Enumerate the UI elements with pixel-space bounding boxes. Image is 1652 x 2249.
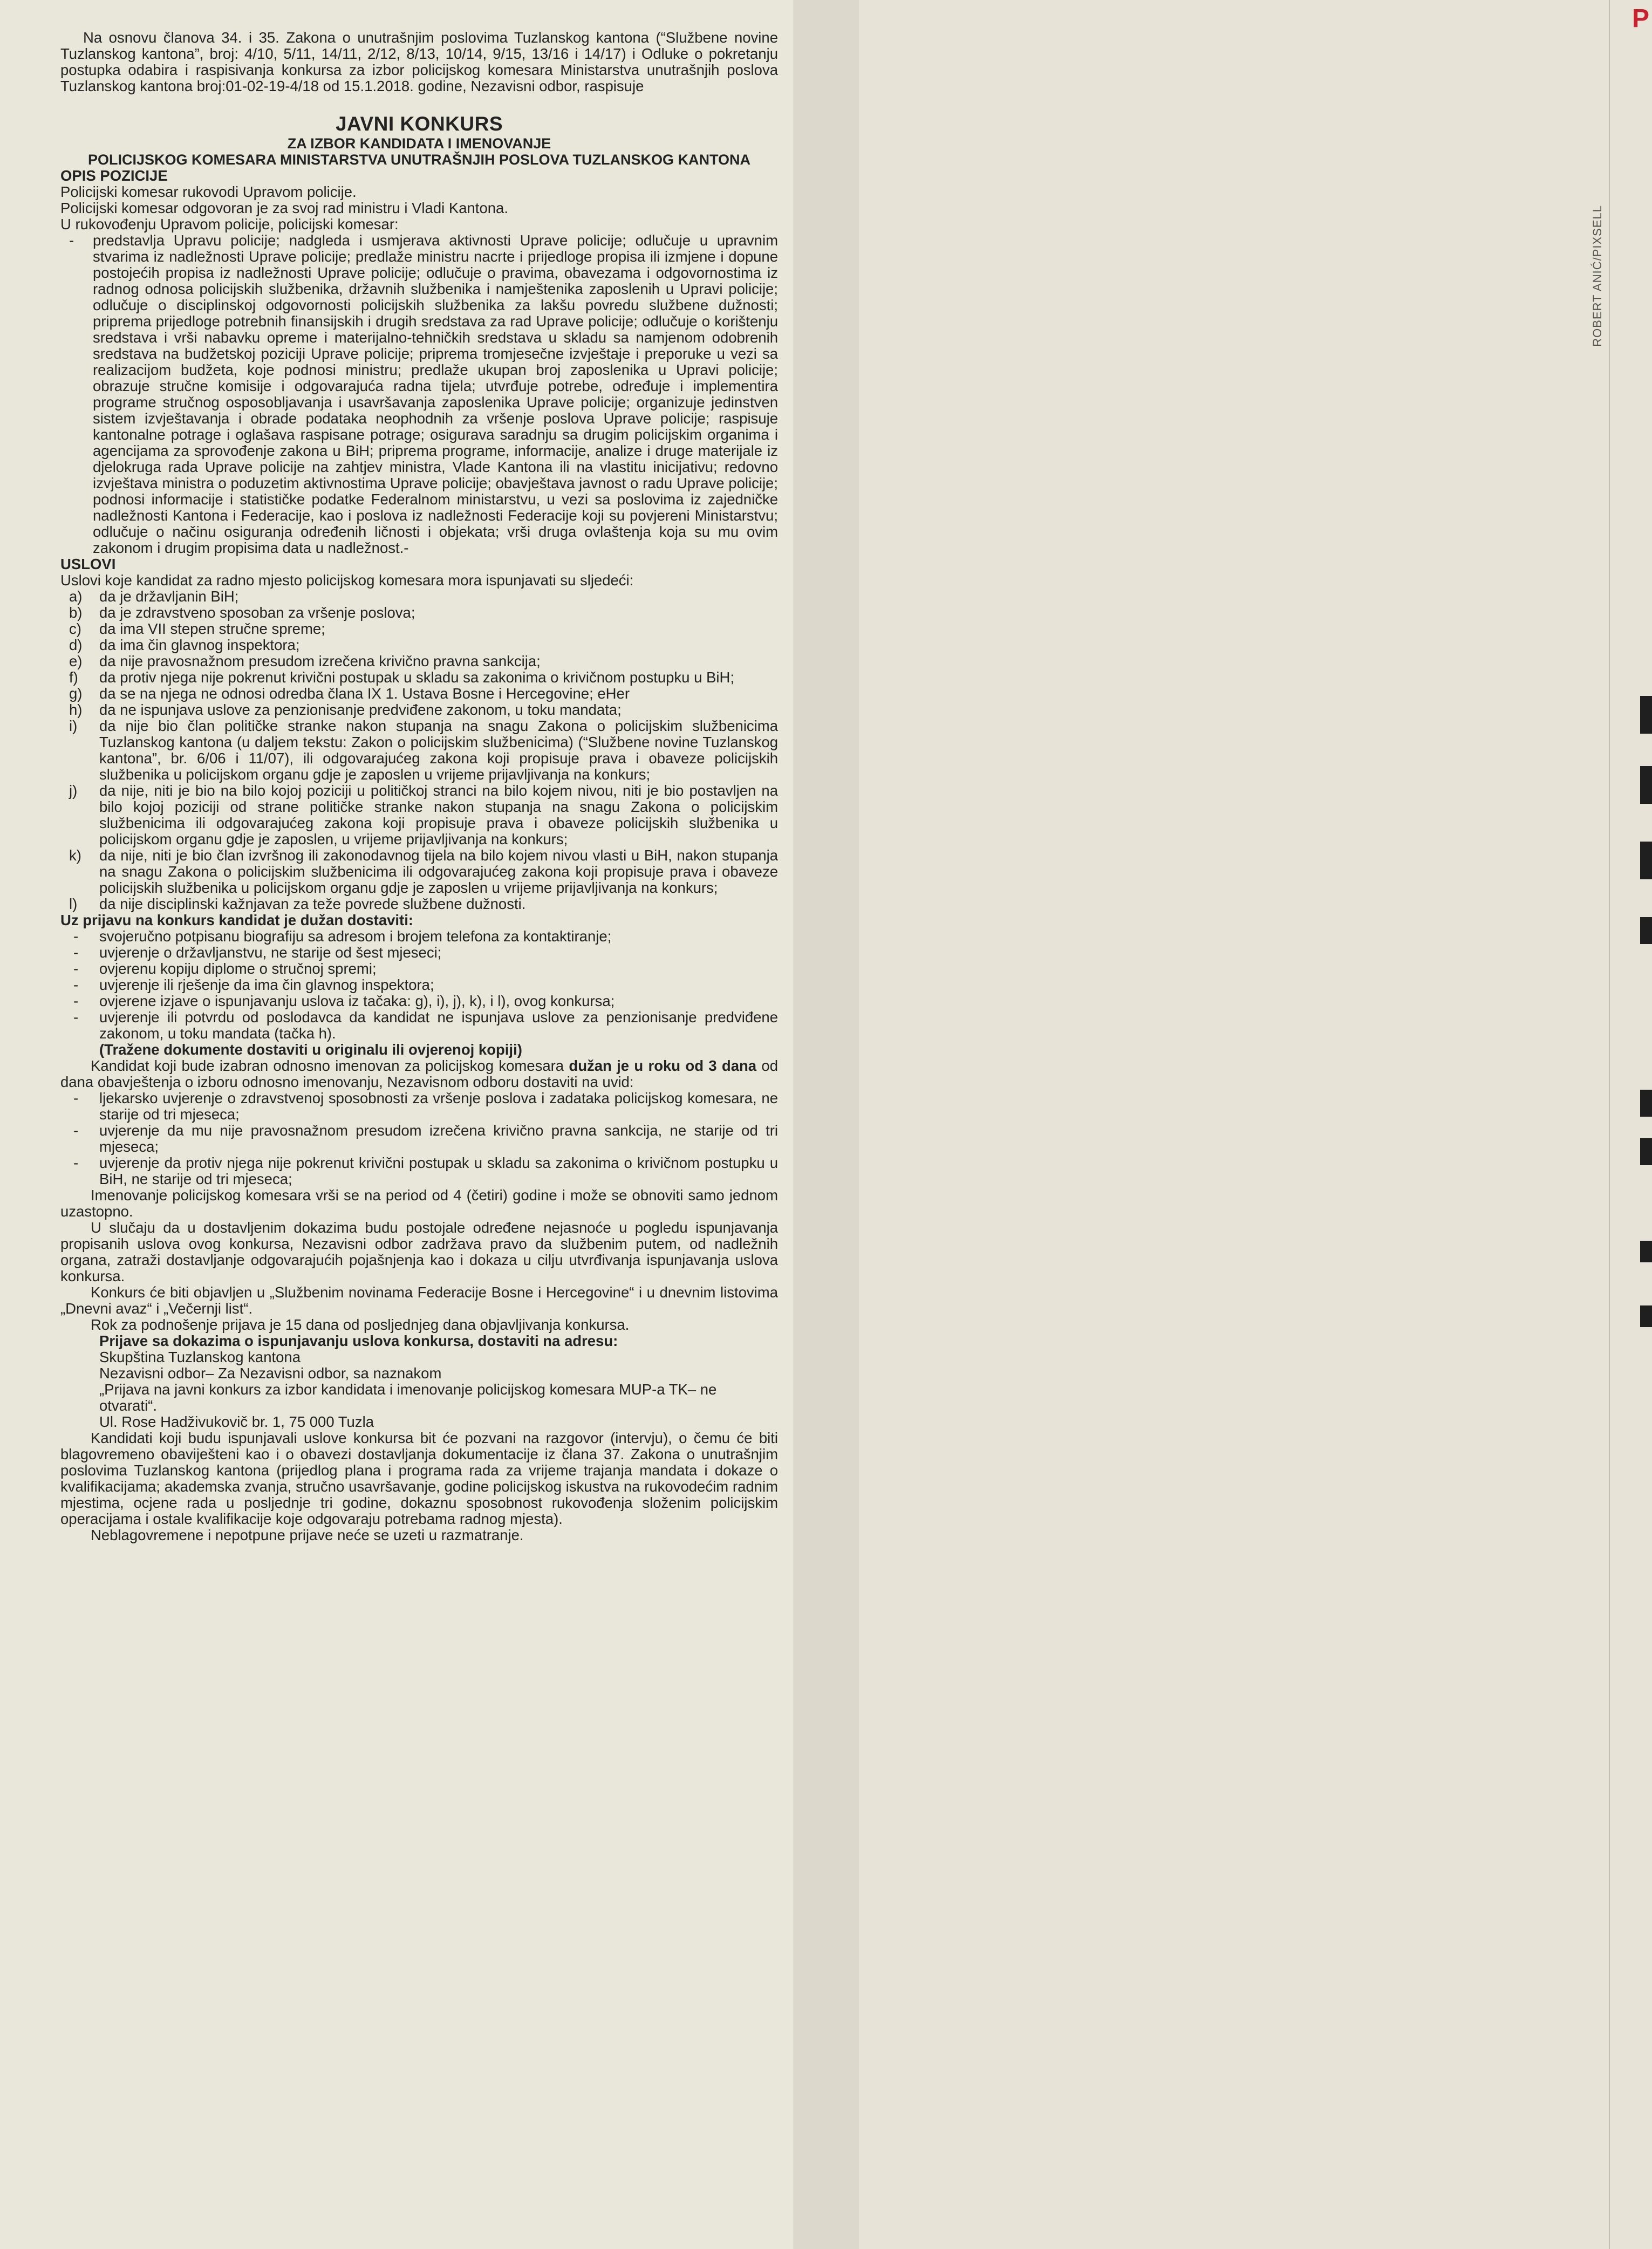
list-item: - uvjerenje ili potvrdu od poslodavca da kandidat ne ispunjava uslove za penzionisanje predviđene zakonom, u toku mandata (tačka h). bbox=[60, 1009, 778, 1042]
dark-bar bbox=[1640, 1090, 1652, 1117]
razgovor-paragraph: Kandidati koji budu ispunjavali uslove konkursa bit će pozvani na razgovor (intervju), o čemu će biti blagovremeno obaviješteni kao i o obavezi dostavljanja dokumentacije iz člana 37. Zakona o unutrašnjim poslovima Tuzlanskog kantona (prijedlog plana i programa rada za vrijeme trajanja mandata i dokaze o kvalifikacijama; akademska zvanja, stručno usavršavanje, godine policijskog iskustva na rukovodećim radnim mjestima, ocjene rada u posljednje tri godine, dokaznu sposobnost rukovođenja složenim policijskim operacijama i ostale kvalifikacije koje odgovaraju potrebama radnog mjesta). bbox=[60, 1430, 778, 1527]
list-item: - ovjerenu kopiju diplome o stručnoj spremi; bbox=[60, 961, 778, 977]
notice-title: JAVNI KONKURS bbox=[335, 113, 503, 135]
list-item: - svojeručno potpisanu biografiju sa adresom i brojem telefona za kontaktiranje; bbox=[60, 928, 778, 945]
list-item bbox=[60, 589, 778, 605]
izabrani-text-c: od dana obavještenja o izboru odnosno imenovanju, Nezavisnom odboru dostaviti na uvid: bbox=[60, 1057, 778, 1090]
documents-note: (Tražene dokumente dostaviti u originalu ili ovjerenoj kopiji) bbox=[99, 1041, 522, 1058]
notice-title-block bbox=[60, 113, 778, 168]
dark-bar bbox=[1640, 842, 1652, 879]
dark-bar bbox=[1640, 696, 1652, 734]
list-item-text: da ne ispunjava uslove za penzionisanje predviđene zakonom, u toku mandata; bbox=[99, 701, 622, 718]
notice-column bbox=[60, 30, 778, 1543]
list-item-text: da ima VII stepen stručne spreme; bbox=[99, 620, 325, 637]
list-item-text: da nije, niti je bio član izvršnog ili zakonodavnog tijela na bilo kojem nivou vlasti u BiH, nakon stupanja na snagu Zakona o policijskim službenicima ili odgovarajućeg zakona koji propisuje prava i obaveze policijskih službenika u policijskom organu gdje je zaposlen u vrijeme prijavljivanja na konkurs; bbox=[99, 847, 778, 896]
opis-line-2: Policijski komesar odgovoran je za svoj rad ministru i Vladi Kantona. bbox=[60, 200, 508, 216]
list-item bbox=[60, 621, 778, 637]
documents-list bbox=[60, 928, 778, 1042]
nejasnoce-paragraph: U slučaju da u dostavljenim dokazima budu postojale određene nejasnoće u pogledu ispunjavanja propisanih uslova ovog konkursa, Nezavisni odbor zadržava pravo da službenim putem, od nadležnih organa, zatraži dostavljanje odgovarajućih pojašnjenja kao i dokaza u cilju utvrđivanja ispunjavanja uslova konkursa. bbox=[60, 1219, 778, 1284]
list-item: - ljekarsko uvjerenje o zdravstvenoj sposobnosti za vršenje poslova i zadataka policijskog komesara, ne starije od tri mjeseca; bbox=[60, 1090, 778, 1123]
adresa-heading: Prijave sa dokazima o ispunjavanju uslova konkursa, dostaviti na adresu: bbox=[99, 1332, 618, 1349]
dark-bar bbox=[1640, 766, 1652, 804]
list-item-letter: l) bbox=[69, 896, 78, 912]
uslovi-lead: Uslovi koje kandidat za radno mjesto policijskog komesara mora ispunjavati su sljedeći: bbox=[60, 572, 634, 589]
uslovi-list bbox=[60, 589, 778, 912]
list-item-letter: k) bbox=[69, 847, 81, 864]
list-item: - uvjerenje o državljanstvu, ne starije od šest mjeseci; bbox=[60, 945, 778, 961]
dark-bar bbox=[1640, 1138, 1652, 1165]
list-item-letter: e) bbox=[69, 653, 83, 669]
dark-bar bbox=[1640, 1305, 1652, 1327]
list-item bbox=[60, 783, 778, 847]
list-item-letter: h) bbox=[69, 701, 83, 718]
list-item-letter: c) bbox=[69, 620, 81, 637]
list-item bbox=[60, 669, 778, 686]
list-item bbox=[60, 637, 778, 653]
notice-subtitle-2: POLICIJSKOG KOMESARA MINISTARSTVA UNUTRAŠNJIH POSLOVA TUZLANSKOG KANTONA bbox=[87, 152, 751, 168]
opis-line-3: U rukovođenju Upravom policije, policijski komesar: bbox=[60, 216, 399, 233]
list-item bbox=[60, 686, 778, 702]
notice-subtitle-1: ZA IZBOR KANDIDATA I IMENOVANJE bbox=[287, 135, 551, 152]
list-item-letter: i) bbox=[69, 717, 78, 734]
list-item-letter: d) bbox=[69, 637, 83, 653]
izabrani-text-a: Kandidat koji bude izabran odnosno imenovan za policijskog komesara bbox=[91, 1057, 569, 1074]
adresa-line-1: Skupština Tuzlanskog kantona bbox=[99, 1349, 301, 1365]
photo-credit: ROBERT ANIĆ/PIXSELL bbox=[1590, 205, 1604, 347]
opis-line-1: Policijski komesar rukovodi Upravom policije. bbox=[60, 183, 357, 200]
list-item-letter: j) bbox=[69, 782, 78, 799]
list-item-text: da je zdravstveno sposoban za vršenje poslova; bbox=[99, 604, 415, 621]
list-item: - uvjerenje ili rješenje da ima čin glavnog inspektora; bbox=[60, 977, 778, 993]
list-item-text: da nije pravosnažnom presudom izrečena krivično pravna sankcija; bbox=[99, 653, 541, 669]
list-item: - ovjerene izjave o ispunjavanju uslova iz tačaka: g), i), j), k), i l), ovog konkursa; bbox=[60, 993, 778, 1009]
section-heading-uslovi: USLOVI bbox=[60, 556, 116, 572]
list-item: - uvjerenje da protiv njega nije pokrenut krivični postupak u skladu sa zakonima o krivičnom postupku u BiH, ne starije od tri mjeseca; bbox=[60, 1155, 778, 1187]
section-heading-opis: OPIS POZICIJE bbox=[60, 167, 168, 184]
objava-paragraph: Konkurs će biti objavljen u „Službenim novinama Federacije Bosne i Hercegovine“ i u dnevnim listovima „Dnevni avaz“ i „Večernji list“. bbox=[60, 1284, 778, 1317]
list-item bbox=[60, 896, 778, 912]
list-item-text: da je državljanin BiH; bbox=[99, 588, 239, 605]
rok-paragraph: Rok za podnošenje prijava je 15 dana od posljednjeg dana objavljivanja konkursa. bbox=[91, 1316, 630, 1333]
dark-bar bbox=[1640, 917, 1652, 944]
izabrani-paragraph bbox=[60, 1058, 778, 1090]
list-item-text: da se na njega ne odnosi odredba člana IX 1. Ustava Bosne i Hercegovine; eHer bbox=[99, 685, 630, 702]
list-item bbox=[60, 702, 778, 718]
adresa-line-2: Nezavisni odbor– Za Nezavisni odbor, sa naznakom bbox=[99, 1365, 442, 1382]
list-item bbox=[60, 605, 778, 621]
izabrani-deadline: dužan je u roku od 3 dana bbox=[569, 1057, 757, 1074]
closing-paragraph: Neblagovremene i nepotpune prijave neće se uzeti u razmatranje. bbox=[91, 1527, 524, 1543]
brand-letter: P bbox=[1632, 4, 1650, 33]
list-item-text: da nije bio član političke stranke nakon stupanja na snagu Zakona o policijskim službenicima Tuzlanskog kantona (u daljem tekstu: Zakon o policijskim službenicima) (“Službene novine Tuzlanskog kantona”, br. 6/06 i 11/07), ili odgovarajućeg zakona koji propisuje prava i obaveze policijskih službenika u policijskom organu gdje je zaposlen u vrijeme prijavljivanja na konkurs; bbox=[99, 717, 778, 783]
list-item: - predstavlja Upravu policije; nadgleda i usmjerava aktivnosti Uprave policije; odlučuje u upravnim stvarima iz nadležnosti Uprave policije; predlaže ministru nacrte i prijedloge propisa ili izmjene i dopune postojećih propisa iz nadležnosti Uprave policije; odlučuje o pravima, obavezama i odgovornostima iz radnog odnosa policijskih službenika, državnih službenika i namještenika zaposlenih u Upravi policije; odlučuje o disciplinskoj odgovornosti policijskih službenika za lakšu povredu službene dužnosti; priprema prijedloge potrebnih finansijskih i drugih sredstava za rad Uprave policije; odlučuje o korištenju sredstava i vrši nabavku opreme i materijalno-tehničkih sredstava u skladu sa namjenom odobrenih sredstava na budžetskoj poziciji Uprave policije; priprema tromjesečne izvještaje i preporuke u vezi sa realizacijom budžeta, koje podnosi ministru; predlaže ukupan broj zaposlenika u Upravi policije; obrazuje stručne komisije i odgovarajuća radna tijela; utvrđuje potrebe, određuje i implementira programe stručnog osposobljavanja i usavršavanja zaposlenika Uprave policije; organizuje jedinstven sistem izvještavanja i obrade podataka neophodnih za vršenje poslova Uprave policije; raspisuje kantonalne potrage i oglašava raspisane potrage; osigurava saradnju sa drugim policijskim organima i agencijama za sprovođenje zakona u BiH; priprema programe, informacije, analize i druge materijale iz djelokruga rada Uprave policije na zahtjev ministra, Vlade Kantona ili na vlastitu inicijativu; redovno izvještava ministra o poduzetim aktivnostima Uprave policije; obavještava javnost o radu Uprave policije; podnosi informacije i statističke podatke Federalnom ministarstvu, u vezi sa poslovima iz zajedničke nadležnosti Kantona i Federacije, kao i poslova iz nadležnosti Federacije koji su povjereni Ministarstvu; odlučuje o načinu osiguranja određenih ličnosti i objekata; vrši druga ovlaštenja koja su mu ovim zakonom i drugim propisima data u nadležnost.- bbox=[60, 233, 778, 556]
izabrani-list bbox=[60, 1090, 778, 1187]
list-item-letter: g) bbox=[69, 685, 83, 702]
opis-duties-list bbox=[60, 233, 778, 556]
adresa-line-4: Ul. Rose Hadživukovič br. 1, 75 000 Tuzla bbox=[99, 1413, 374, 1430]
list-item-text: da nije, niti je bio na bilo kojoj poziciji u političkoj stranci na bilo kojem nivou, niti je bio postavljen na bilo kojoj poziciji od strane političke stranke nakon stupanja na snagu Zakona o policijskim službenicima ili odgovarajućeg zakona koji propisuje prava i obaveze policijskih službenika u policijskom organu gdje je zaposlen, u vrijeme prijavljivanja na konkurs; bbox=[99, 782, 778, 847]
dark-bar bbox=[1640, 1241, 1652, 1262]
list-item bbox=[60, 847, 778, 896]
list-item-text: da protiv njega nije pokrenut krivični postupak u skladu sa zakonima o krivičnom postupku u BiH; bbox=[99, 669, 734, 686]
column-divider bbox=[1609, 0, 1610, 2249]
list-item: - uvjerenje da mu nije pravosnažnom presudom izrečena krivično pravna sankcija, ne starije od tri mjeseca; bbox=[60, 1123, 778, 1155]
list-item bbox=[60, 718, 778, 783]
list-item-letter: a) bbox=[69, 588, 83, 605]
list-item-text: da ima čin glavnog inspektora; bbox=[99, 637, 300, 653]
mandat-paragraph: Imenovanje policijskog komesara vrši se na period od 4 (četiri) godine i može se obnoviti samo jednom uzastopno. bbox=[60, 1187, 778, 1220]
list-item bbox=[60, 653, 778, 669]
list-item-text: da nije disciplinski kažnjavan za teže povrede službene dužnosti. bbox=[99, 896, 526, 912]
adjacent-page-strip bbox=[793, 0, 1650, 2249]
adresa-line-3: „Prijava na javni konkurs za izbor kandidata i imenovanje policijskog komesara MUP-a TK– ne otvarati“. bbox=[99, 1381, 717, 1414]
list-item-letter: f) bbox=[69, 669, 78, 686]
intro-paragraph: Na osnovu članova 34. i 35. Zakona o unutrašnjim poslovima Tuzlanskog kantona (“Službene novine Tuzlanskog kantona”, broj: 4/10, 5/11, 14/11, 2/12, 8/13, 10/14, 9/15, 13/16 i 14/17) i Odluke o pokretanju postupka odabira i raspisivanja konkursa za izbor policijskog komesara Ministarstva unutrašnjih poslova Tuzlanskog kantona broj:01-02-19-4/18 od 15.1.2018. godine, Nezavisni odbor, raspisuje bbox=[60, 29, 778, 94]
list-item-letter: b) bbox=[69, 604, 83, 621]
section-heading-dokumenti: Uz prijavu na konkurs kandidat je dužan dostaviti: bbox=[60, 912, 414, 928]
